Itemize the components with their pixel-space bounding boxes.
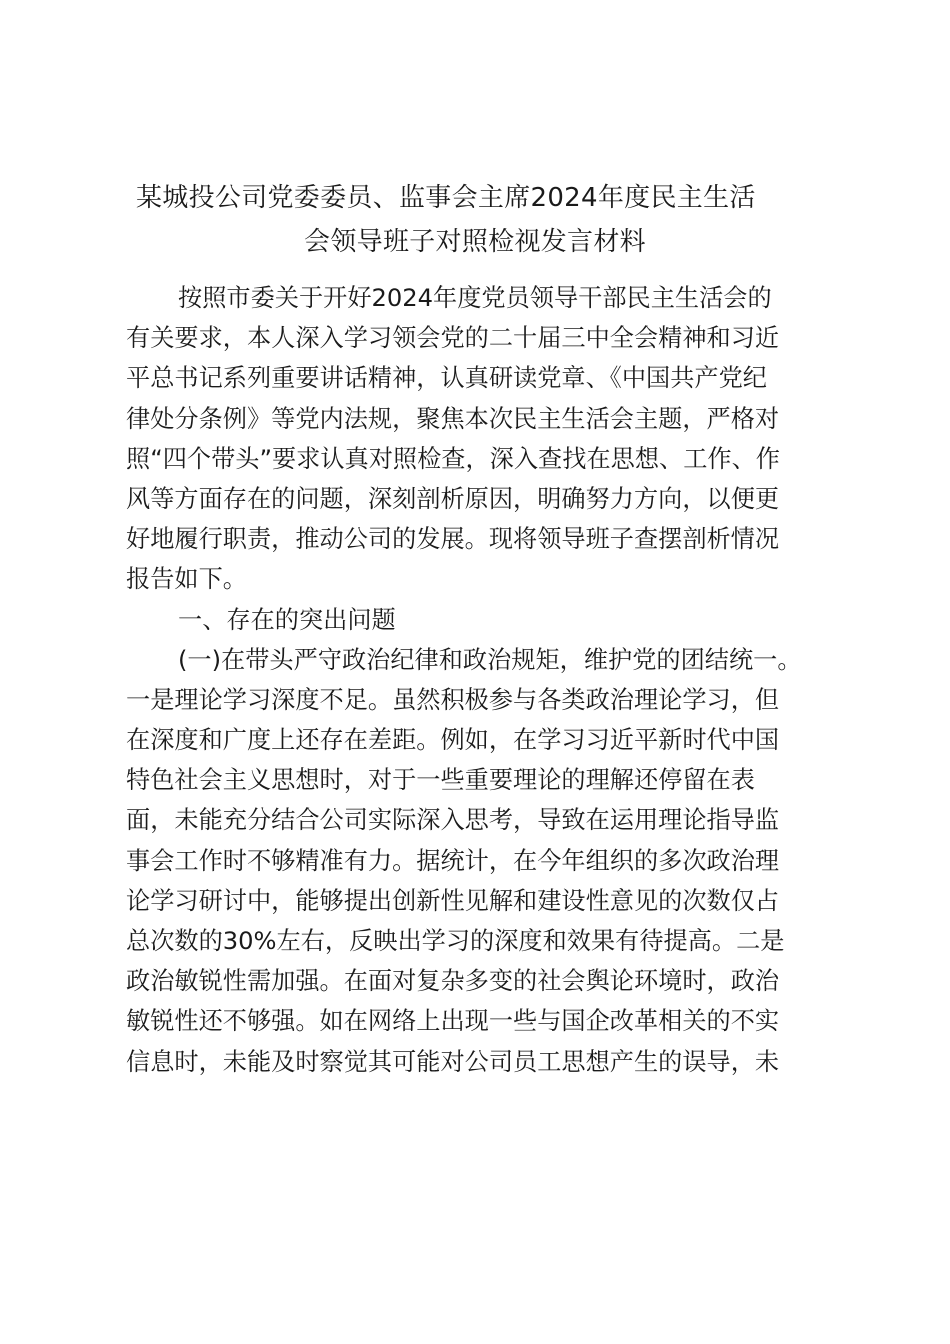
paragraph-line: 在深度和广度上还存在差距。例如，在学习习近平新时代中国 xyxy=(126,726,780,755)
paragraph-line: 特色社会主义思想时，对于一些重要理论的理解还停留在表 xyxy=(126,766,755,795)
document-title xyxy=(118,176,832,264)
paragraph-line: 有关要求，本人深入学习领会党的二十届三中全会精神和习近 xyxy=(126,324,780,353)
paragraph-line: 报告如下。 xyxy=(126,565,247,594)
paragraph-line: 信息时，未能及时察觉其可能对公司员工思想产生的误导，未 xyxy=(126,1047,780,1076)
paragraph-line: 好地履行职责，推动公司的发展。现将领导班子查摆剖析情况 xyxy=(126,525,780,554)
paragraph-line: 事会工作时不够精准有力。据统计，在今年组织的多次政治理 xyxy=(126,846,780,875)
paragraph-line: 风等方面存在的问题，深刻剖析原因，明确努力方向，以便更 xyxy=(126,484,780,513)
subsection-heading: (一)在带头严守政治纪律和政治规矩，维护党的团结统一。 xyxy=(178,645,802,674)
paragraph-line: 论学习研讨中，能够提出创新性见解和建设性意见的次数仅占 xyxy=(126,886,780,915)
paragraph-line: 敏锐性还不够强。如在网络上出现一些与国企改革相关的不实 xyxy=(126,1007,780,1036)
section-heading: 一、存在的突出问题 xyxy=(178,605,396,634)
title-line-1: 某城投公司党委委员、监事会主席2024年度民主生活 xyxy=(136,183,756,213)
document-body xyxy=(126,278,826,1082)
paragraph-line: 按照市委关于开好2024年度党员领导干部民主生活会的 xyxy=(178,284,772,312)
title-line-2: 会领导班子对照检视发言材料 xyxy=(304,227,646,257)
paragraph-line: 总次数的30%左右，反映出学习的深度和效果有待提高。二是 xyxy=(126,927,785,955)
paragraph-line: 律处分条例》等党内法规，聚焦本次民主生活会主题，严格对 xyxy=(126,404,780,433)
paragraph-line: 政治敏锐性需加强。在面对复杂多变的社会舆论环境时，政治 xyxy=(126,967,780,996)
paragraph-line: 平总书记系列重要讲话精神，认真研读党章、《中国共产党纪 xyxy=(126,364,767,393)
paragraph-line: 面，未能充分结合公司实际深入思考，导致在运用理论指导监 xyxy=(126,806,780,835)
paragraph-line: 照“四个带头”要求认真对照检查，深入查找在思想、工作、作 xyxy=(126,444,780,473)
paragraph-line: 一是理论学习深度不足。虽然积极参与各类政治理论学习，但 xyxy=(126,685,780,714)
